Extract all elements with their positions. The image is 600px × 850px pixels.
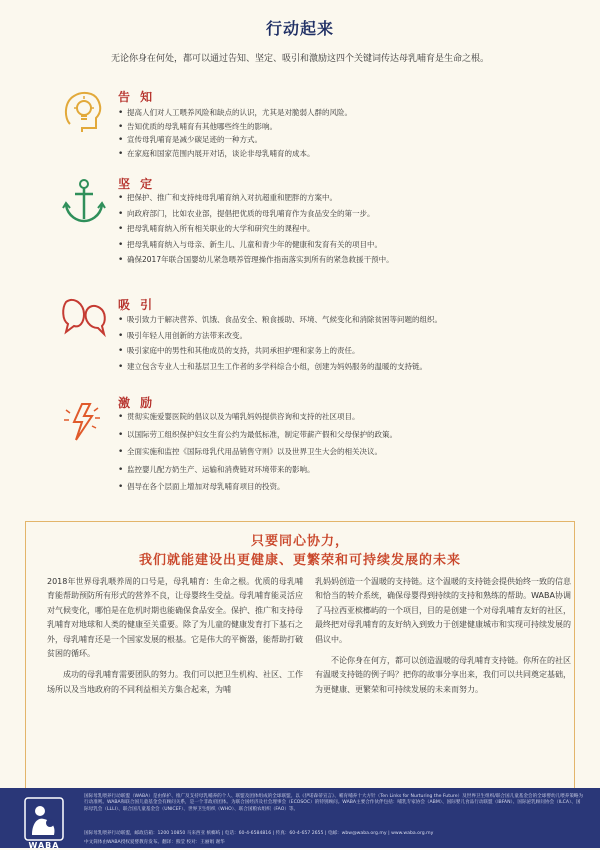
- section-attract: [60, 296, 560, 376]
- speech-bubbles-icon: [60, 292, 108, 340]
- page-title: 行动起来: [265, 19, 334, 38]
- section-heading: 告 知: [118, 90, 156, 104]
- list-item: • 确保2017年联合国婴幼儿紧急喂养管理操作指南落实到所有的紧急救援干预中。: [118, 255, 394, 265]
- footer-credits: 中文简体由WABA授权爱婴教育发布。翻译：熊莹 校对：王丽娟 谢华: [84, 840, 225, 845]
- list-item: • 在家庭和国家范围内展开对话，谈论非母乳哺育的成本。: [118, 149, 352, 159]
- bullet-list: [118, 315, 442, 372]
- list-item: • 提高人们对人工喂养风险和缺点的认识，尤其是对脆弱人群的风险。: [118, 108, 352, 118]
- section-heading: 激 励: [118, 396, 156, 410]
- section-inform: [60, 88, 560, 168]
- paragraph: 成功的母乳哺育需要团队的努力。我们可以把卫生机构、社区、工作场所以及当地政府的不同利益相关方集合起来，为哺: [47, 670, 303, 694]
- footer: [0, 788, 600, 848]
- bullet-list: [118, 108, 352, 159]
- list-item: • 倡导在各个层面上增加对母乳哺育项目的投资。: [118, 482, 397, 492]
- list-item: • 全面实施和监控《国际母乳代用品销售守则》以及世界卫生大会的相关决议。: [118, 447, 397, 457]
- section-motivate: [60, 394, 560, 504]
- list-item: • 把母乳哺育纳入与母亲、新生儿、儿童和青少年的健康和发育有关的项目中。: [118, 240, 394, 250]
- lightning-hand-icon: [60, 400, 108, 448]
- waba-logo-text: WABA: [28, 841, 60, 850]
- section-heading: 吸 引: [118, 298, 156, 312]
- lightbulb-head-icon: [60, 88, 108, 136]
- callout-right-column: [315, 575, 571, 697]
- footer-about: 国际母乳喂养行动联盟（WABA）是由保护、推广及支持母乳哺养的个人、联盟及团体组成的全球联盟。以《伊诺森蒂宣言》、哺育哺养十大方针（Ten Links for Nurturing the Future）及世界卫生组织/联合国儿童基金会的全球婴幼儿喂养策略为行动准则。WABA和联合国儿童基金会有顾问关系，是一个非政府团体。为联合国经济及社会理事会（ECOSOC）的特别顾问。WABA主要合作伙伴包括：哺乳专家协会（ABM）、国际婴儿食品行动联盟（IBFAN）、国际泌乳顾问协会（ILCA）、国际母乳会（LLLI）、联合国儿童基金会（UNICEF）、世界卫生组织（WHO）、联合国粮农组织（FAO）等。: [84, 794, 584, 812]
- list-item: • 吸引家庭中的男性和其他成员的支持，共同承担护理和家务上的责任。: [118, 346, 442, 356]
- bullet-list: [118, 193, 394, 265]
- list-item: • 宣传母乳哺育是减少碳足迹的一种方式。: [118, 135, 352, 145]
- paragraph: 不论你身在何方，都可以创造温暖的母乳哺育支持链。你所在的社区有温暖支持链的例子吗？把你的故事分享出来，我们可以共同奠定基础，为更健康、更繁荣和可持续发展的未来而努力。: [315, 656, 571, 694]
- paragraph: 2018年世界母乳喂养周的口号是，母乳哺育：生命之根。优质的母乳哺育能帮助预防所有形式的营养不良，让母婴终生受益。母乳哺育能灵活应对气候变化，哪怕是在危机时期也能确保食品安全。保护、推广和支持母乳哺育对地球和人类的健康至关重要。除了为儿童的健康发育打下基石之外，母乳哺育还是一个国家发展的根基。它是伟大的平衡器，能帮助打破贫困的循环。: [47, 577, 303, 659]
- list-item: • 向政府部门，比如农业部，提倡把优质的母乳哺育作为食品安全的第一步。: [118, 209, 394, 219]
- list-item: • 把保护、推广和支持纯母乳哺育纳入对抗超重和肥胖的方案中。: [118, 193, 394, 203]
- list-item: • 建立包含专业人士和基层卫生工作者的多学科综合小组，创建为妈妈服务的温暖的支持链。: [118, 362, 442, 372]
- list-item: • 吸引致力于解决营养、饥饿、食品安全、粮食援助、环境、气候变化和消除贫困等问题的组织。: [118, 315, 442, 325]
- section-anchor: [60, 175, 560, 275]
- list-item: • 贯彻实施爱婴医院的倡议以及为哺乳妈妈提供咨询和支持的社区项目。: [118, 412, 397, 422]
- list-item: • 把母乳哺育纳入所有相关职业的大学和研究生的课程中。: [118, 224, 394, 234]
- list-item: • 监控婴儿配方奶生产、运输和消费链对环境带来的影响。: [118, 465, 397, 475]
- callout-box: [25, 521, 575, 820]
- paragraph: 乳妈妈创造一个温暖的支持链。这个温暖的支持链会提供始终一致的信息和恰当的转介系统，确保母婴得到持续的支持和熟练的帮助。WABA协调了马拉西亚槟榔屿的一个项目，目的是创建一个对母乳哺育友好的社区，最终把对母乳哺育的友好纳入到致力于创建健康城市和实现可持续发展的倡议中。: [315, 577, 571, 644]
- callout-left-column: [47, 575, 303, 697]
- callout-heading-line2: 我们就能建设出更健康、更繁荣和可持续发展的未来: [138, 553, 461, 568]
- list-item: • 以国际劳工组织保护妇女生育公约为最低标准，制定带薪产假和父母保护的政策。: [118, 430, 397, 440]
- callout-heading-line1: 只要同心协力，: [250, 534, 349, 549]
- intro-text: 无论你身在何处，都可以通过告知、坚定、吸引和激励这四个关键词传达母乳哺育是生命之根。: [110, 54, 489, 64]
- list-item: • 告知优质的母乳哺育有其他哪些终生的影响。: [118, 122, 352, 132]
- footer-address: 国际母乳喂养行动联盟，邮政信箱：1200 10850 马来西亚 槟榔屿 | 电话：60-4-6584816 | 传真：60-4-657 2655 | 电邮：wbw@waba.org.my | www.waba.org.my: [84, 831, 434, 836]
- section-heading: 坚 定: [118, 177, 156, 191]
- list-item: • 吸引年轻人用创新的方法带来改变。: [118, 331, 442, 341]
- anchor-icon: [60, 177, 108, 225]
- bullet-list: [118, 412, 397, 492]
- waba-logo-icon: [24, 797, 64, 841]
